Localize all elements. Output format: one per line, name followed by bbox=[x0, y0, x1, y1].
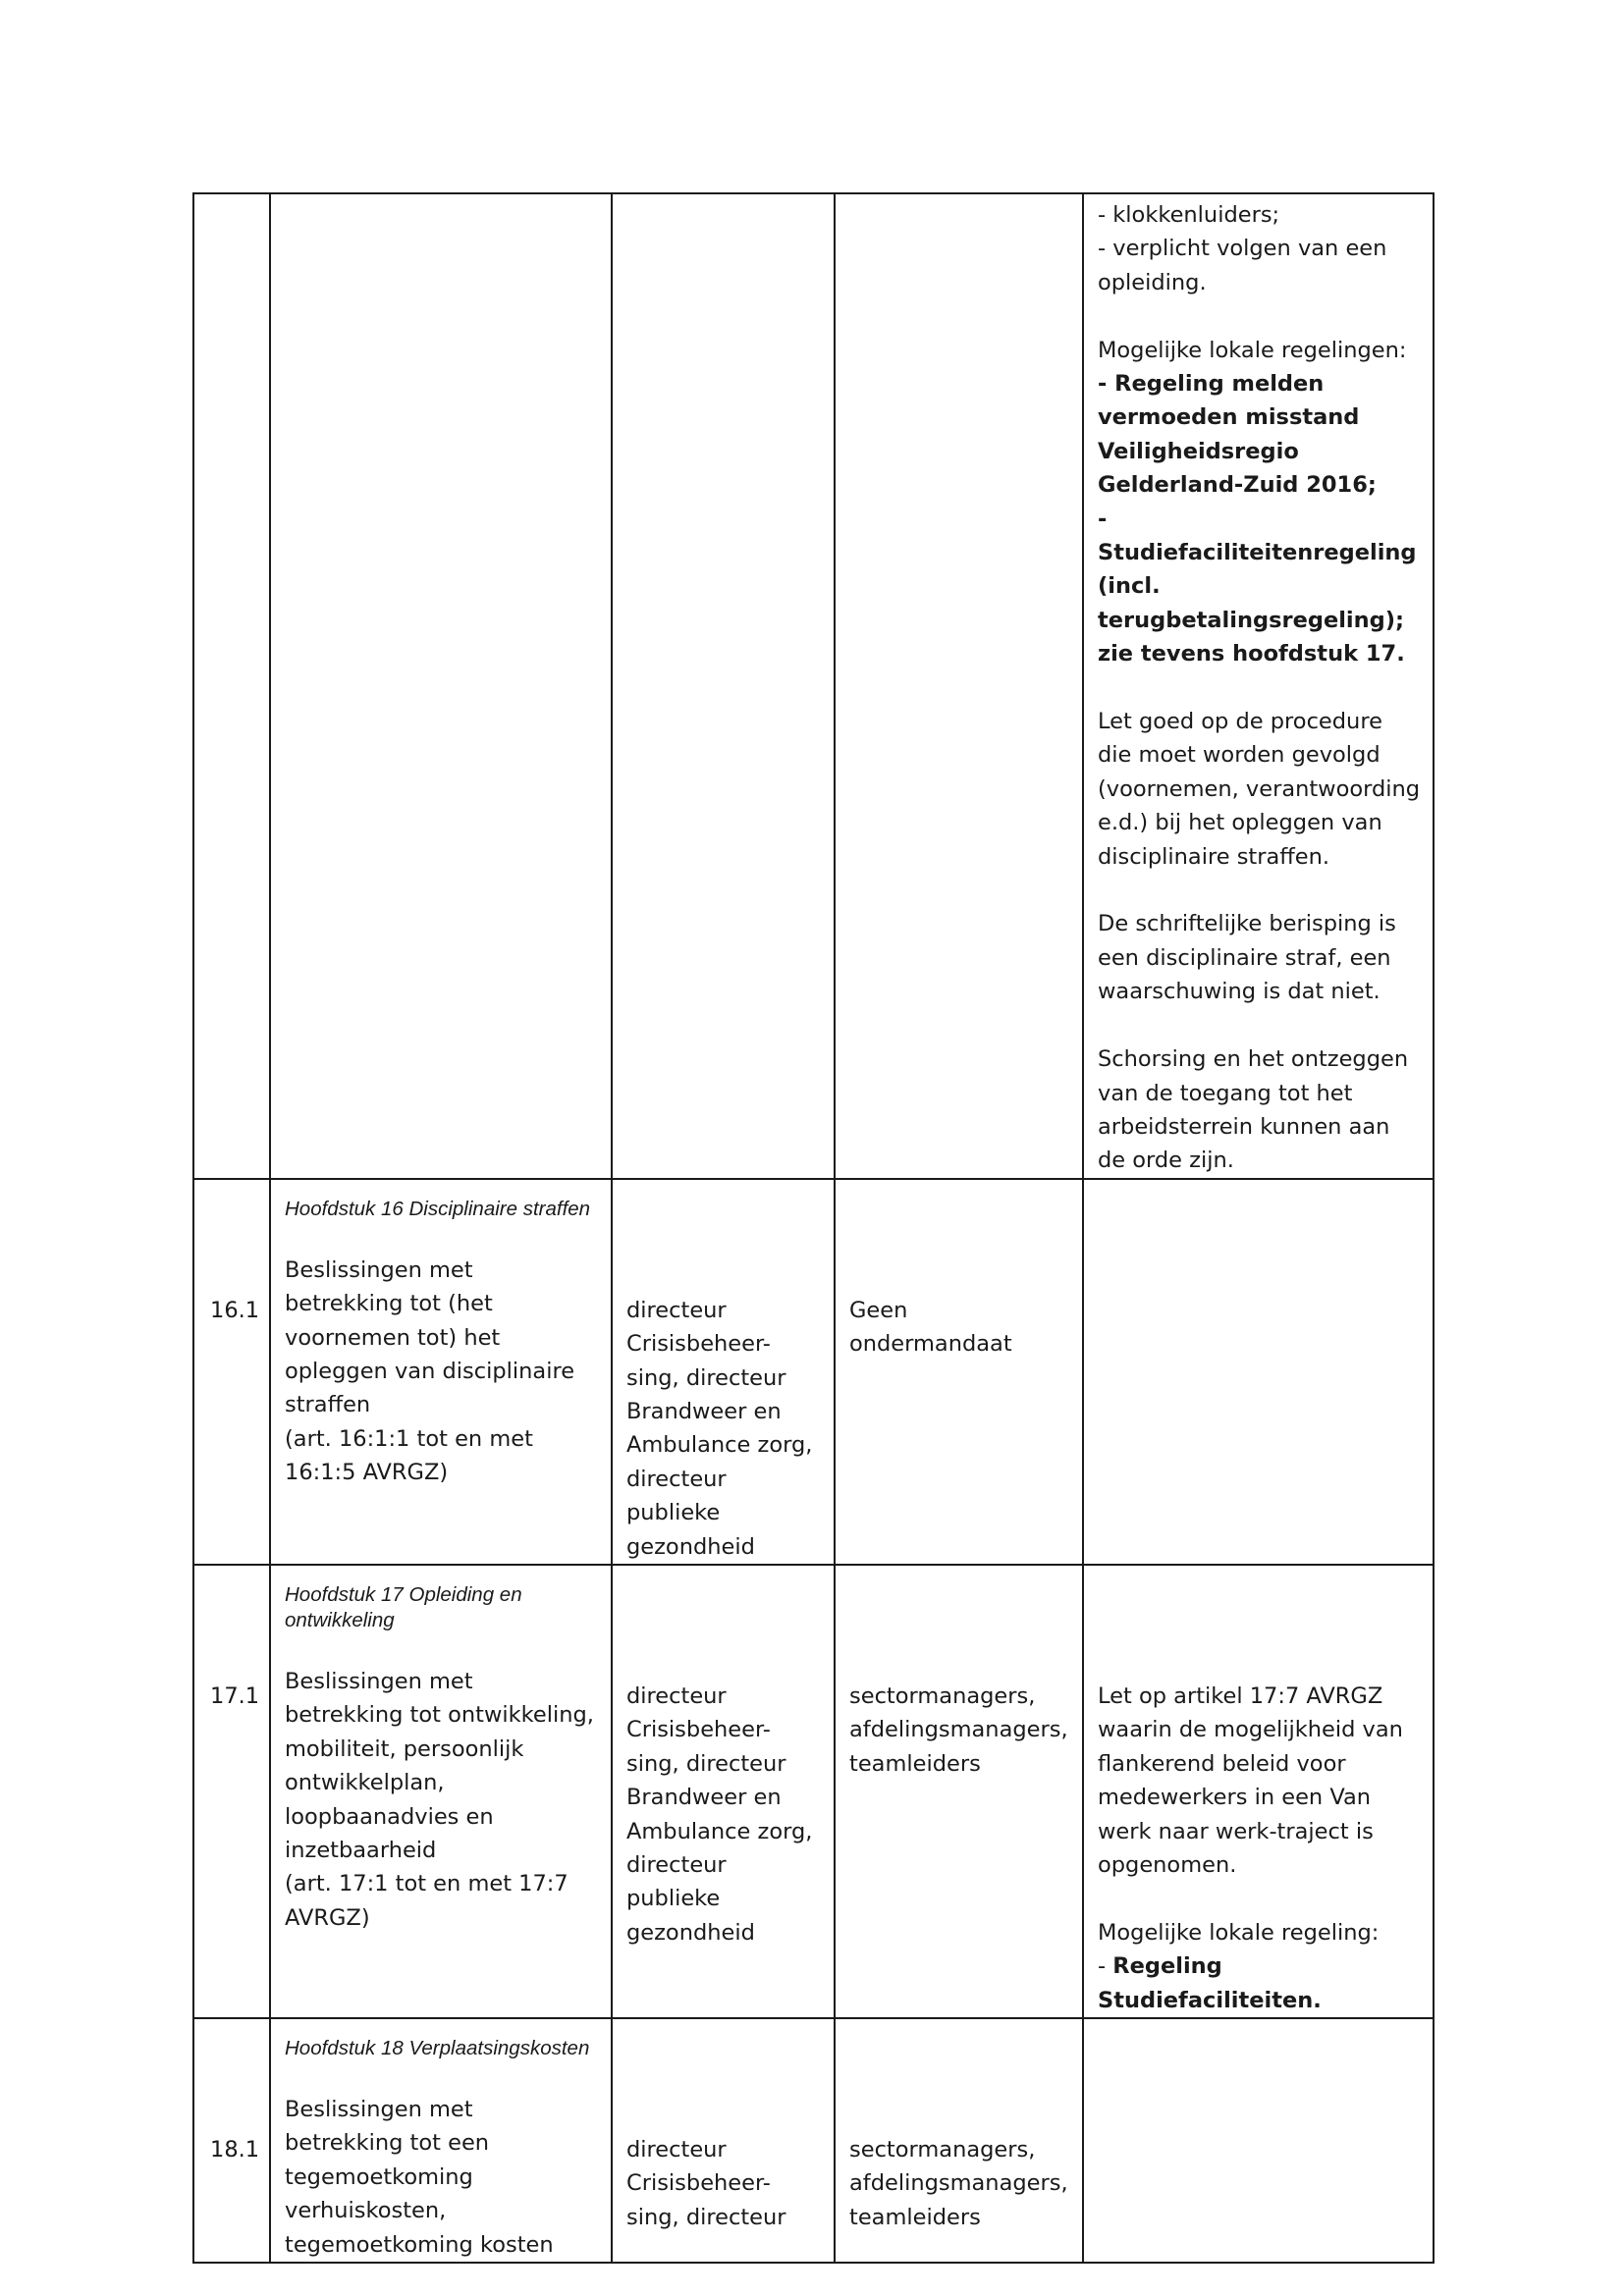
mandate-text: directeur Crisisbeheer-sing, directeur Brandweer en Ambulance zorg, directeur publieke gezondheid bbox=[626, 1682, 813, 1946]
submandate-text: Geen ondermandaat bbox=[849, 1297, 1012, 1358]
remark-schorsing: Schorsing en het ontzeggen van de toegang tot het arbeidsterrein kunnen aan de orde zijn. bbox=[1098, 1046, 1409, 1174]
mandate-cell bbox=[612, 193, 835, 1179]
submandate-cell bbox=[835, 193, 1083, 1179]
local-regulations bbox=[1098, 334, 1421, 671]
table-row bbox=[193, 2018, 1434, 2263]
mandate-text: directeur Crisisbeheer-sing, directeur Brandweer en Ambulance zorg, directeur publieke gezondheid bbox=[626, 1297, 813, 1560]
subject-cell bbox=[270, 1179, 612, 1565]
row-number: 18.1 bbox=[193, 2018, 270, 2263]
subject-cell bbox=[270, 1565, 612, 2018]
number-cell bbox=[193, 193, 270, 1179]
mandate-table bbox=[192, 192, 1435, 2264]
remark-line: - verplicht volgen van een opleiding. bbox=[1098, 236, 1387, 295]
remarks-continued bbox=[1098, 198, 1421, 299]
local-regulations bbox=[1098, 1916, 1421, 2017]
remark-article: Let op artikel 17:7 AVRGZ waarin de mogelijkheid van flankerend beleid voor medewerkers in een Van werk naar werk-traject is opgenomen. bbox=[1098, 1682, 1403, 1878]
submandate-cell bbox=[835, 1565, 1083, 2018]
local-regulation-item bbox=[1098, 1949, 1421, 2017]
table-row bbox=[193, 1179, 1434, 1565]
chapter-heading: Hoofdstuk 18 Verplaatsingskosten bbox=[285, 2037, 590, 2060]
chapter-heading: Hoofdstuk 17 Opleiding en ontwikkeling bbox=[285, 1582, 522, 1631]
row-number: 16.1 bbox=[193, 1179, 270, 1565]
remarks-cell bbox=[1083, 1179, 1434, 1565]
item-dash: - bbox=[1098, 1953, 1113, 1980]
local-regulations-intro: Mogelijke lokale regelingen: bbox=[1098, 337, 1407, 363]
mandate-cell bbox=[612, 1565, 835, 2018]
mandate-cell bbox=[612, 1179, 835, 1565]
local-regulation-item: - Regeling melden vermoeden misstand Veiligheidsregio Gelderland-Zuid 2016; bbox=[1098, 371, 1377, 499]
mandate-cell bbox=[612, 2018, 835, 2263]
mandate-text: directeur Crisisbeheer-sing, directeur bbox=[626, 2137, 786, 2230]
chapter-heading: Hoofdstuk 16 Disciplinaire straffen bbox=[285, 1197, 591, 1220]
submandate-cell bbox=[835, 2018, 1083, 2263]
table-row bbox=[193, 1565, 1434, 2018]
submandate-text: sectormanagers, afdelingsmanagers, teamleiders bbox=[849, 1682, 1068, 1777]
row-number: 17.1 bbox=[193, 1565, 270, 2018]
subject-text: Beslissingen met betrekking tot ontwikkeling, mobiliteit, persoonlijk ontwikkelplan, loopbaanadvies en inzetbaarheid (art. 17:1 tot en met 17:7 AVRGZ) bbox=[285, 1668, 594, 1931]
remark-berisping: De schriftelijke berisping is een disciplinaire straf, een waarschuwing is dat niet. bbox=[1098, 911, 1396, 1005]
subject-cell bbox=[270, 2018, 612, 2263]
remark-procedure: Let goed op de procedure die moet worden gevolgd (voornemen, verantwoording e.d.) bij het opleggen van disciplinaire straffen. bbox=[1098, 709, 1421, 870]
local-regulations-intro: Mogelijke lokale regeling: bbox=[1098, 1919, 1380, 1946]
remark-line: - klokkenluiders; bbox=[1098, 202, 1280, 228]
remarks-cell bbox=[1083, 2018, 1434, 2263]
table-row bbox=[193, 193, 1434, 1179]
submandate-cell bbox=[835, 1179, 1083, 1565]
subject-text: Beslissingen met betrekking tot een tegemoetkoming verhuiskosten, tegemoetkoming kosten bbox=[285, 2097, 554, 2258]
remarks-cell bbox=[1083, 193, 1434, 1179]
submandate-text: sectormanagers, afdelingsmanagers, teamleiders bbox=[849, 2137, 1068, 2230]
local-regulation-item: - Studiefaciliteitenregeling (incl. terugbetalingsregeling); zie tevens hoofdstuk 17. bbox=[1098, 506, 1417, 667]
subject-cell bbox=[270, 193, 612, 1179]
item-title: Regeling Studiefaciliteiten. bbox=[1098, 1953, 1322, 2013]
remarks-cell bbox=[1083, 1565, 1434, 2018]
subject-text: Beslissingen met betrekking tot (het voornemen tot) het opleggen van disciplinaire straffen (art. 16:1:1 tot en met 16:1:5 AVRGZ) bbox=[285, 1256, 575, 1486]
